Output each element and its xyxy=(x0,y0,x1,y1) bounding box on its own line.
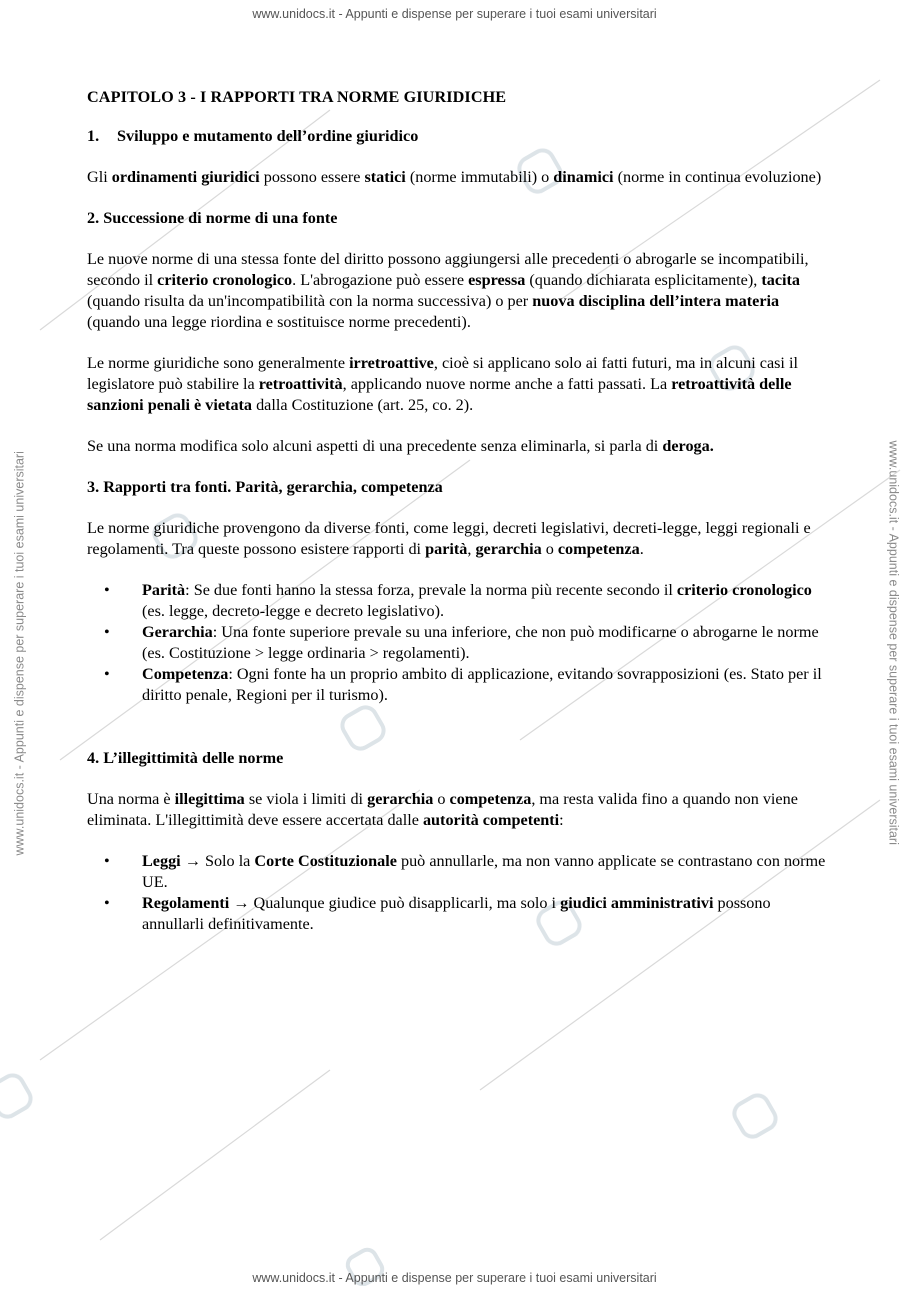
section-3-paragraph: Le norme giuridiche provengono da diverse fonti, come leggi, decreti legislativi, decreti-legge, leggi regionali e regolamenti. Tra queste possono esistere rapporti di parità, gerarchia o competenza. xyxy=(87,519,811,558)
section-3-list xyxy=(87,580,827,706)
section-2-paragraph-1: Le nuove norme di una stessa fonte del diritto possono aggiungersi alle precedenti o abrogarle se incompatibili, secondo il criterio cronologico. L'abrogazione può essere espressa (quando dichiarata esplicitamente), tacita (quando risulta da un'incompatibilità con la norma successiva) o per nuova disciplina dell’intera materia (quando una legge riordina e sostituisce norme precedenti). xyxy=(87,250,809,331)
section-4-paragraph: Una norma è illegittima se viola i limiti di gerarchia o competenza, ma resta valida fino a quando non viene eliminata. L'illegittimità deve essere accertata dalle autorità competenti: xyxy=(87,790,798,829)
list-item: • Gerarchia: Una fonte superiore prevale su una inferiore, che non può modificarne o abrogarne le norme (es. Costituzione > legge ordinaria > regolamenti). xyxy=(104,623,819,662)
watermark-header: www.unidocs.it - Appunti e dispense per superare i tuoi esami universitari xyxy=(252,7,657,21)
section-1-heading xyxy=(87,126,827,147)
bullet-icon: • xyxy=(104,894,110,912)
section-4-list xyxy=(87,851,827,935)
section-1-paragraph: Gli ordinamenti giuridici possono essere statici (norme immutabili) o dinamici (norme in continua evoluzione) xyxy=(87,168,822,186)
watermark-footer: www.unidocs.it - Appunti e dispense per superare i tuoi esami universitari xyxy=(252,1271,657,1285)
list-item: • Parità: Se due fonti hanno la stessa forza, prevale la norma più recente secondo il criterio cronologico (es. legge, decreto-legge e decreto legislativo). xyxy=(104,581,812,620)
bullet-icon: • xyxy=(104,852,110,870)
watermark-right: www.unidocs.it - Appunti e dispense per superare i tuoi esami universitari xyxy=(886,440,901,845)
section-2-paragraph-2: Le norme giuridiche sono generalmente irretroattive, cioè si applicano solo ai fatti futuri, ma in alcuni casi il legislatore può stabilire la retroattività, applicando nuove norme anche a fatti passati. La retroattività delle sanzioni penali è vietata dalla Costituzione (art. 25, co. 2). xyxy=(87,354,798,414)
section-4-heading: 4. L’illegittimità delle norme xyxy=(87,749,284,767)
section-2-paragraph-3: Se una norma modifica solo alcuni aspetti di una precedente senza eliminarla, si parla di deroga. xyxy=(87,437,714,455)
section-2-heading: 2. Successione di norme di una fonte xyxy=(87,209,338,227)
watermark-left: www.unidocs.it - Appunti e dispense per superare i tuoi esami universitari xyxy=(12,451,27,856)
list-item: • Regolamenti → Qualunque giudice può disapplicarli, ma solo i giudici amministrativi possono annullarli definitivamente. xyxy=(104,894,771,933)
chapter-title: CAPITOLO 3 - I RAPPORTI TRA NORME GIURIDICHE xyxy=(87,88,507,106)
bullet-icon: • xyxy=(104,665,110,683)
document-page xyxy=(87,87,827,955)
bullet-icon: • xyxy=(104,581,110,599)
bullet-icon: • xyxy=(104,623,110,641)
section-1-number: 1. xyxy=(87,127,100,145)
section-3-heading: 3. Rapporti tra fonti. Parità, gerarchia, competenza xyxy=(87,478,443,496)
section-1-title: Sviluppo e mutamento dell’ordine giuridico xyxy=(117,127,419,145)
list-item: • Leggi → Solo la Corte Costituzionale può annullarle, ma non vanno applicate se contrastano con norme UE. xyxy=(104,852,826,891)
list-item: • Competenza: Ogni fonte ha un proprio ambito di applicazione, evitando sovrapposizioni (es. Stato per il diritto penale, Regioni per il turismo). xyxy=(104,665,822,704)
